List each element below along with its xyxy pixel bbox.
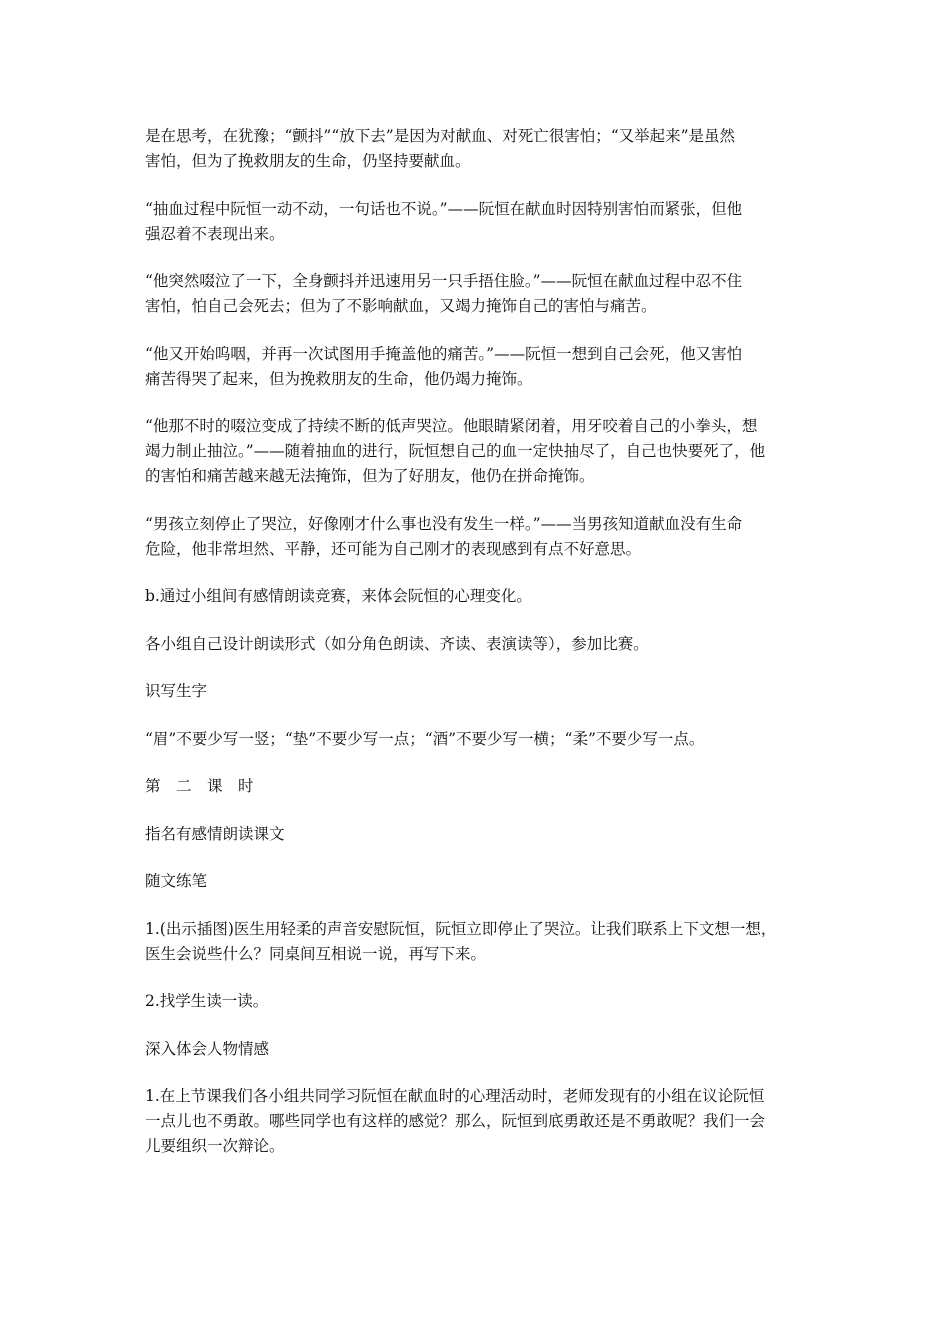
text-line: 痛苦得哭了起来，但为挽救朋友的生命，他仍竭力掩饰。	[145, 369, 533, 388]
paragraph	[145, 727, 813, 752]
text-line: 害怕，怕自己会死去；但为了不影响献血，又竭力掩饰自己的害怕与痛苦。	[145, 297, 657, 315]
paragraph	[145, 989, 813, 1014]
text-line: 危险，他非常坦然、平静，还可能为自己刚才的表现感到有点不好意思。	[145, 539, 642, 558]
text-line: 识写生字	[145, 682, 208, 700]
paragraph	[145, 632, 813, 657]
paragraph	[145, 1084, 813, 1159]
text-line: 1.在上节课我们各小组共同学习阮恒在献血时的心理活动时，老师发现有的小组在议论阮恒	[145, 1087, 765, 1105]
paragraph	[145, 584, 813, 609]
section-heading	[145, 822, 813, 847]
paragraph	[145, 269, 813, 319]
text-line: 医生会说些什么？同桌间互相说一说，再写下来。	[145, 944, 487, 963]
paragraph	[145, 124, 813, 174]
text-line: 的害怕和痛苦越来越无法掩饰，但为了好朋友，他仍在拼命掩饰。	[145, 467, 595, 485]
text-line: 1.(出示插图)医生用轻柔的声音安慰阮恒，阮恒立即停止了哭泣。让我们联系上下文想一想，	[145, 919, 777, 938]
text-line: 是在思考，在犹豫；“颤抖”“放下去”是因为对献血、对死亡很害怕；“又举起来”是虽然	[145, 127, 736, 145]
text-line: 竭力制止抽泣。”——随着抽血的进行，阮恒想自己的血一定快抽尽了，自己也快要死了，他	[145, 442, 766, 460]
text-line: 深入体会人物情感	[145, 1039, 270, 1058]
lesson-heading	[145, 774, 813, 799]
text-line: 第 二 课 时	[145, 777, 254, 795]
paragraph	[145, 342, 813, 392]
text-line: 各小组自己设计朗读形式（如分角色朗读、齐读、表演读等），参加比赛。	[145, 634, 649, 653]
text-line: b.通过小组间有感情朗读竞赛，来体会阮恒的心理变化。	[145, 587, 532, 605]
section-heading	[145, 869, 813, 894]
text-line: “他又开始呜咽，并再一次试图用手掩盖他的痛苦。”——阮恒一想到自己会死，他又害怕	[145, 344, 743, 363]
section-heading	[145, 679, 813, 704]
text-line: 强忍着不表现出来。	[145, 224, 285, 243]
paragraph	[145, 917, 813, 967]
text-line: 儿要组织一次辩论。	[145, 1137, 285, 1155]
text-line: “眉”不要少写一竖；“垫”不要少写一点；“酒”不要少写一横；“柔”不要少写一点。	[145, 729, 705, 748]
text-line: “男孩立刻停止了哭泣，好像刚才什么事也没有发生一样。”——当男孩知道献血没有生命	[145, 514, 743, 533]
section-heading	[145, 1037, 813, 1062]
paragraph	[145, 414, 813, 489]
text-line: 随文练笔	[145, 872, 208, 890]
text-line: 指名有感情朗读课文	[145, 824, 285, 843]
text-line: 一点儿也不勇敢。哪些同学也有这样的感觉？那么，阮恒到底勇敢还是不勇敢呢？我们一会	[145, 1112, 766, 1130]
text-line: “他那不时的啜泣变成了持续不断的低声哭泣。他眼睛紧闭着，用牙咬着自己的小拳头，想	[145, 417, 758, 435]
text-line: 害怕，但为了挽救朋友的生命，仍坚持要献血。	[145, 152, 471, 170]
paragraph	[145, 197, 813, 247]
paragraph	[145, 512, 813, 562]
text-line: 2.找学生读一读。	[145, 992, 269, 1010]
document-body	[145, 124, 813, 1182]
text-line: “他突然啜泣了一下，全身颤抖并迅速用另一只手捂住脸。”——阮恒在献血过程中忍不住	[145, 272, 743, 290]
text-line: “抽血过程中阮恒一动不动，一句话也不说。”——阮恒在献血时因特别害怕而紧张，但他	[145, 199, 743, 218]
